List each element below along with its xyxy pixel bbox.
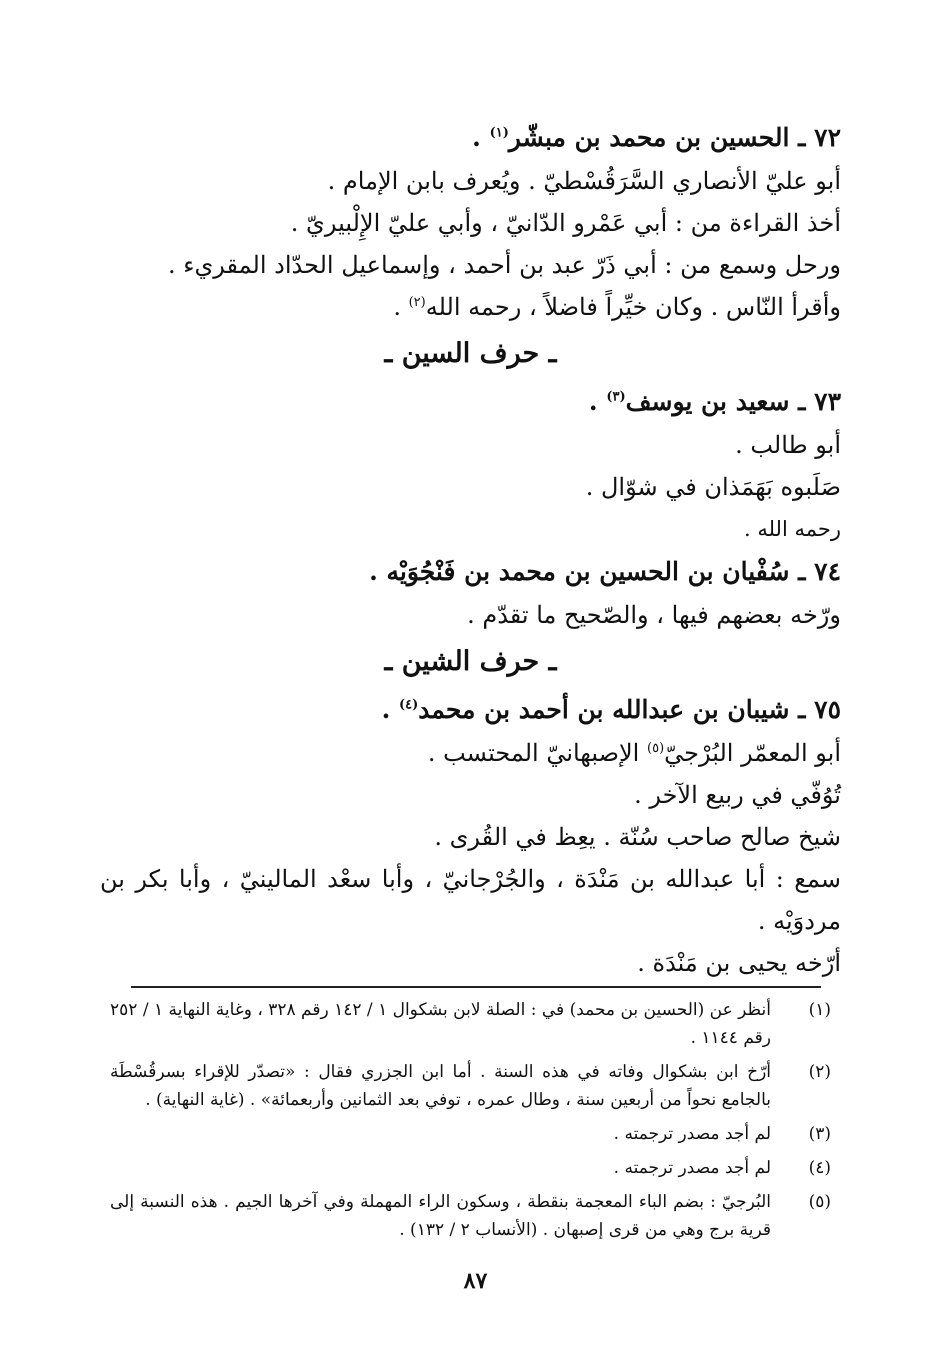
footnote-ref-1: (١) [489, 125, 509, 141]
footnote-4 [110, 1154, 831, 1182]
main-text [100, 116, 841, 984]
entry-75-line-1: أبو المعمّر البُرْجيّ$^{(٥)}$ الإصبهانيّ المحتسب . [427, 739, 841, 767]
entry-72-line-4: وأقرأ النّاس . وكان خيِّراً فاضلاً ، رحمه الله$^{(٢)}$ . [393, 293, 841, 321]
footnote-number: (٣) [808, 1124, 831, 1144]
entry-72-title: ٧٢ ـ الحسين بن محمد بن مبشّر$^{(١)}$ . [472, 123, 841, 152]
entry-74-title: ٧٤ ـ سُفْيان بن الحسين بن محمد بن فَنْجُوَيْه . [369, 557, 841, 586]
footnote-3 [110, 1120, 831, 1148]
entry-73-title: ٧٣ ـ سعيد بن يوسف$^{(٣)}$ . [588, 387, 841, 416]
footnote-text: أرّخ ابن بشكوال وفاته في هذه السنة . أما ابن الجزري فقال : «تصدّر للإقراء بسرقُسْطَة بالجامع نحواً من أربعين سنة ، وطال عمره ، توفي بعد الثمانين وأربعمائة» . (غاية النهاية) . [110, 1062, 771, 1110]
footnote-ref-2: (٢) [408, 295, 426, 310]
footnote-ref-3: (٣) [606, 389, 626, 405]
footnote-1 [110, 996, 831, 1052]
footnote-number: (١) [808, 1000, 831, 1020]
entry-72-line-2: أخذ القراءة من : أبي عَمْرو الدّانيّ ، وأبي عليّ الإِلْبيريّ . [290, 209, 841, 237]
entry-74-line-1: ورّخه بعضهم فيها ، والصّحيح ما تقدّم . [467, 601, 841, 629]
footnote-2 [110, 1058, 831, 1114]
entry-72-line-1: أبو عليّ الأنصاري السَّرَقُسْطيّ . ويُعرف بابن الإمام . [327, 167, 841, 195]
entry-73-line-1: أبو طالب . [735, 431, 841, 459]
footnote-separator [131, 986, 821, 988]
footnote-text: لم أجد مصدر ترجمته . [613, 1124, 771, 1144]
footnote-ref-5: (٥) [647, 741, 665, 756]
page-number: ٨٧ [463, 1268, 488, 1294]
section-heading-shin: ـ حرف الشين ـ [384, 646, 557, 677]
footnote-5 [110, 1188, 831, 1244]
footnote-number: (٢) [808, 1062, 831, 1082]
section-heading-sin: ـ حرف السين ـ [384, 338, 557, 369]
footnote-number: (٤) [808, 1158, 831, 1178]
entry-75-line-3: شيخ صالح صاحب سُنّة . يعِظ في القُرى . [434, 823, 841, 851]
footnote-ref-4: (٤) [399, 697, 419, 713]
entry-73-line-3: رحمه الله . [744, 517, 841, 541]
entry-75-line-4: سمع : أبا عبدالله بن مَنْدَة ، والجُرْجانيّ ، وأبا سعْد المالينيّ ، وأبا بكر بن مردوَيْه . [100, 865, 841, 935]
footnote-text: لم أجد مصدر ترجمته . [613, 1158, 771, 1178]
entry-75-line-5: أرّخه يحيى بن مَنْدَة . [637, 949, 841, 977]
footnote-number: (٥) [808, 1192, 831, 1212]
footnotes [110, 996, 831, 1250]
entry-72-line-3: ورحل وسمع من : أبي ذَرّ عبد بن أحمد ، وإسماعيل الحدّاد المقريء . [167, 251, 841, 279]
entry-73-line-2: صَلَبوه بَهَمَذان في شوّال . [585, 473, 841, 501]
footnote-text: أنظر عن (الحسين بن محمد) في : الصلة لابن بشكوال ١ / ١٤٢ رقم ٣٢٨ ، وغاية النهاية ١ / ٢٥٢ رقم ١١٤٤ . [110, 1000, 771, 1048]
entry-75-line-2: تُوُفّي في ربيع الآخر . [634, 781, 841, 809]
footnote-text: البُرجيّ : بضم الباء المعجمة بنقطة ، وسكون الراء المهملة وفي آخرها الجيم . هذه النسبة إلى قرية برج وهي من قرى إصبهان . (الأنساب ٢ / ١٣٢) . [110, 1192, 771, 1240]
entry-75-title: ٧٥ ـ شيبان بن عبدالله بن أحمد بن محمد$^{(٤)}$ . [381, 695, 841, 724]
